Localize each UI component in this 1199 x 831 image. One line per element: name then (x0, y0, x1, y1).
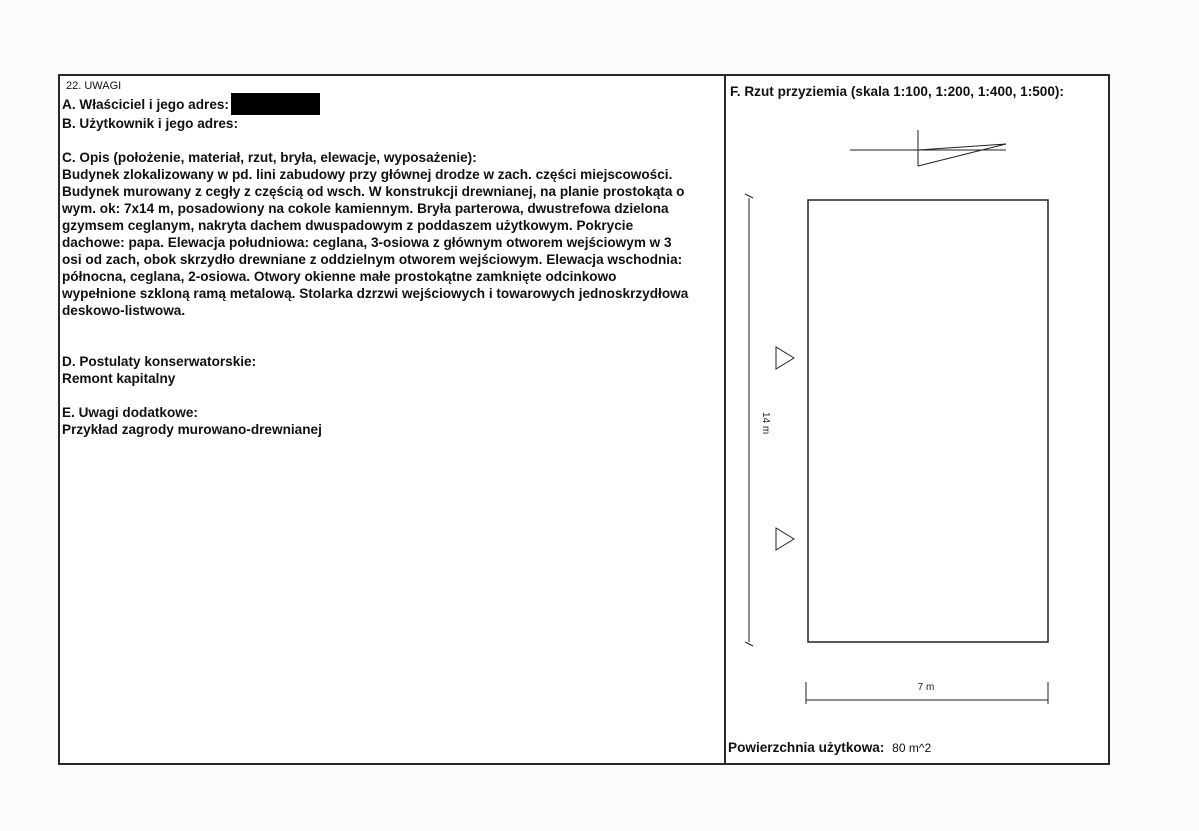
owner-label: A. Właściciel i jego adres: (62, 97, 229, 112)
description-line: wym. ok: 7x14 m, posadowiony na cokole kamiennym. Bryła parterowa, dwustrefowa dzielona (62, 201, 669, 216)
owner-row (62, 93, 722, 115)
remarks-label: E. Uwagi dodatkowe: (62, 405, 198, 420)
area-value: 80 m^2 (892, 741, 932, 755)
area-label: Powierzchnia użytkowa: (728, 740, 885, 755)
description-line: deskowo-listwowa. (62, 303, 186, 318)
description-line: Budynek murowany z cegły z częścią od wsch. W konstrukcji drewnianej, na planie prostokąta o (62, 184, 685, 199)
description-line: osi od zach, obok skrzydło drewniane z oddzielnym otworem wejściowym. Elewacja wschodnia: (62, 252, 683, 267)
description-line: gzymsem ceglanym, nakryta dachem dwuspadowym z poddaszem użytkowym. Pokrycie (62, 218, 634, 233)
record-card (58, 74, 1110, 765)
description-line: wypełnione szkloną ramą metalową. Stolarka dzrzwi wejściowych i towarowych jednoskrzydłowa (62, 286, 689, 301)
postulates-label: D. Postulaty konserwatorskie: (62, 354, 257, 369)
length-dimension-label: 14 m (760, 412, 771, 435)
usable-area-row (728, 740, 931, 755)
redacted-owner-address (231, 93, 320, 115)
north-arrow-icon (850, 130, 1006, 166)
length-dimension-line (745, 194, 753, 646)
floor-plan-drawing (726, 76, 1108, 726)
entrance-marker-icon (776, 528, 794, 550)
description-label: C. Opis (położenie, materiał, rzut, bryła, elewacje, wyposażenie): (62, 150, 477, 165)
plan-title: F. Rzut przyziemia (skala 1:100, 1:200, 1:400, 1:500): (730, 84, 1064, 99)
remarks-column (62, 80, 722, 438)
postulates-value: Remont kapitalny (62, 371, 176, 386)
section-number: 22. UWAGI (66, 80, 122, 92)
entrance-marker-icon (776, 347, 794, 369)
description-line: dachowe: papa. Elewacja południowa: ceglana, 3-osiowa z głównym otworem wejściowym w 3 (62, 235, 672, 250)
building-outline (808, 200, 1048, 642)
remarks-value: Przykład zagrody murowano-drewnianej (62, 422, 322, 437)
description-line: północna, ceglana, 2-osiowa. Otwory okienne małe prostokątne zamknięte odcinkowo (62, 269, 617, 284)
description-line: Budynek zlokalizowany w pd. lini zabudowy przy głównej drodze w zach. części miejscowości. (62, 167, 673, 182)
description-text (62, 166, 722, 319)
width-dimension-label: 7 m (917, 682, 935, 693)
user-label: B. Użytkownik i jego adres: (62, 116, 239, 131)
